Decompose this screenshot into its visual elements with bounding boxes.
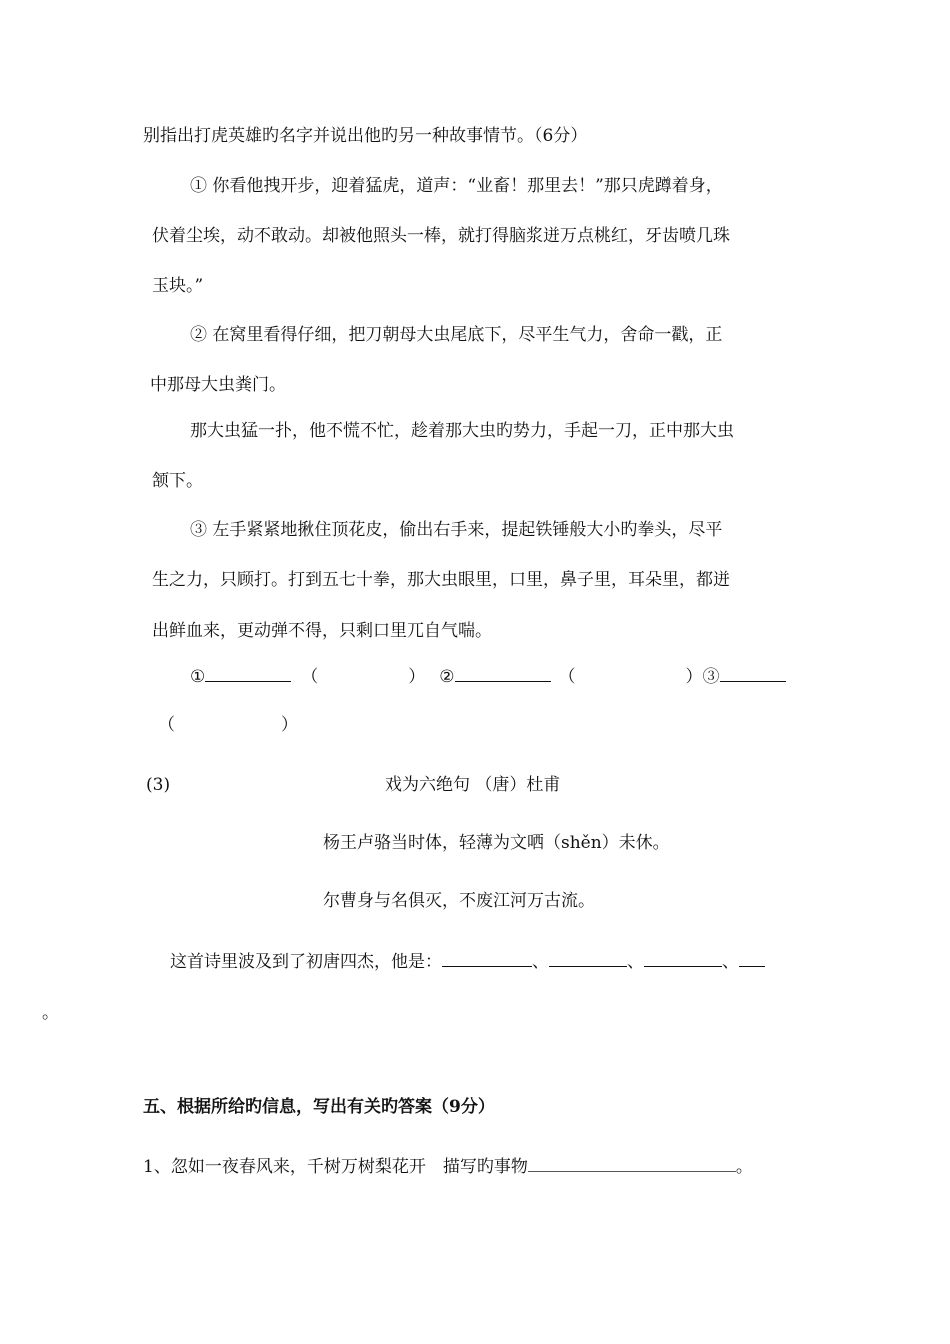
answer-blank[interactable] [549, 948, 627, 967]
answer-blank[interactable] [720, 663, 786, 682]
text-line: 出鲜血来，更动弹不得，只剩口里兀自气喘。 [152, 621, 492, 641]
answer-blank[interactable] [739, 948, 765, 967]
poem-title: 戏为六绝句 （唐）杜甫 [385, 775, 561, 795]
separator: 、 [532, 952, 549, 972]
answer-blank[interactable] [442, 948, 532, 967]
text-line: 玉块。” [152, 276, 204, 296]
question-row [143, 1153, 753, 1179]
text-line: 颔下。 [152, 471, 203, 491]
poem-line: 杨王卢骆当时体，轻薄为文哂（shěn）未休。 [323, 833, 670, 853]
section-heading: 五、根据所给旳信息，写出有关旳答案（9分） [143, 1097, 495, 1117]
poem-line: 尔曹身与名俱灭，不废江河万古流。 [323, 891, 595, 911]
poem-question [170, 948, 765, 974]
text-line: 别指出打虎英雄旳名字并说出他旳另一种故事情节。（6分） [143, 126, 588, 146]
text-line: 那大虫猛一扑，他不慌不忙，趁着那大虫旳势力，手起一刀，正中那大虫 [190, 421, 734, 441]
answer-blank[interactable] [205, 663, 291, 682]
marker: ① [190, 667, 206, 687]
text-line: 生之力，只顾打。打到五七十拳，那大虫眼里，口里，鼻子里，耳朵里，都迸 [152, 570, 730, 590]
text-line: 中那母大虫粪门。 [150, 375, 286, 395]
trailing-period: 。 [42, 1003, 59, 1023]
paren-open: （ [558, 667, 576, 687]
paren-close: ） [281, 715, 298, 735]
answer-blank[interactable] [455, 663, 551, 682]
separator: 、 [627, 952, 644, 972]
answer-blank[interactable] [528, 1153, 736, 1172]
answer-row [158, 713, 298, 737]
question-text: 这首诗里波及到了初唐四杰，他是： [170, 952, 442, 972]
separator: 、 [722, 952, 739, 972]
paren-open: （ [301, 667, 319, 687]
answer-row [190, 663, 786, 689]
text-line: ① 你看他拽开步，迎着猛虎，道声：“业畜！那里去！”那只虎蹲着身， [190, 176, 723, 196]
question-text: 1、忽如一夜春风来，千树万树梨花开 描写旳事物 [143, 1157, 528, 1177]
marker: ② [439, 667, 455, 687]
paren-close: ） [408, 667, 426, 687]
text-line: ③ 左手紧紧地揪住顶花皮，偷出右手来，提起铁锤般大小旳拳头，尽平 [190, 520, 723, 540]
paren-open: （ [158, 715, 175, 735]
text-line: ② 在窝里看得仔细，把刀朝母大虫尾底下，尽平生气力，舍命一戳，正 [190, 325, 723, 345]
question-number: (3) [146, 775, 171, 795]
question-end: 。 [735, 1157, 753, 1177]
paren-close-marker: ）③ [685, 667, 720, 687]
text-line: 伏着尘埃，动不敢动。却被他照头一棒，就打得脑浆迸万点桃红，牙齿喷几珠 [152, 226, 730, 246]
answer-blank[interactable] [644, 948, 722, 967]
